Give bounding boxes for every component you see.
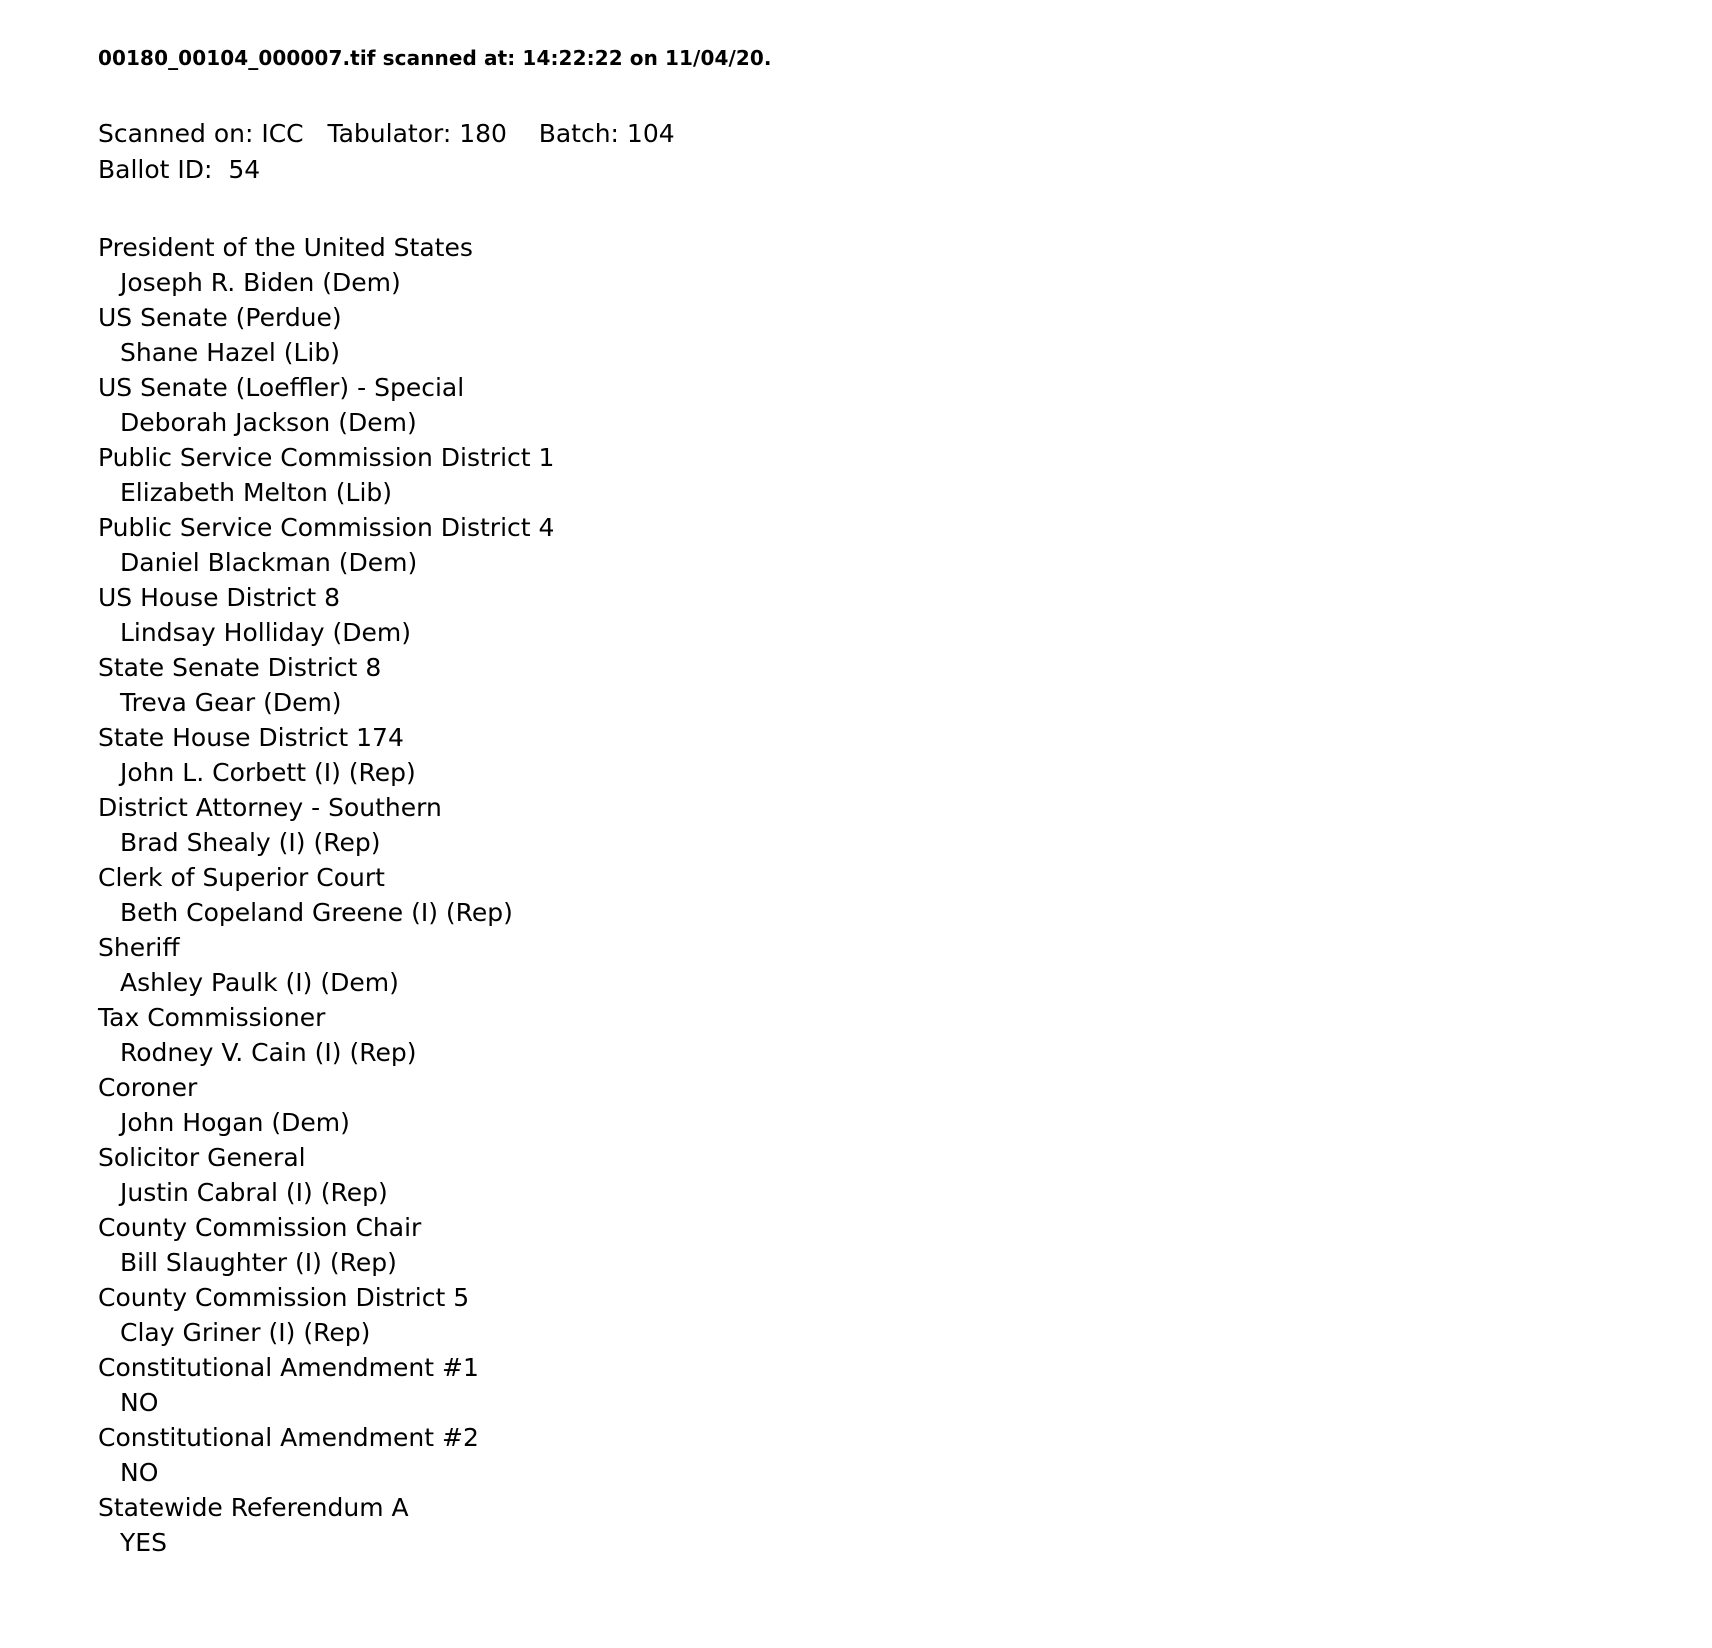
- contest-choice: Elizabeth Melton (Lib): [120, 477, 393, 507]
- contest-title: State Senate District 8: [98, 652, 382, 682]
- scan-file-header: 00180_00104_000007.tif scanned at: 14:22:22 on 11/04/20.: [98, 46, 772, 70]
- contest-item: [98, 1352, 1712, 1425]
- contest-choice: NO: [120, 1387, 159, 1417]
- contest-title: State House District 174: [98, 722, 404, 752]
- contest-item: [98, 652, 1712, 725]
- ballot-id-line: Ballot ID: 54: [98, 155, 261, 185]
- contest-choice: Beth Copeland Greene (I) (Rep): [120, 897, 513, 927]
- contest-list: [98, 232, 1712, 1565]
- contest-title: Constitutional Amendment #1: [98, 1352, 479, 1382]
- contest-choice: Joseph R. Biden (Dem): [120, 267, 401, 297]
- contest-choice: Lindsay Holliday (Dem): [120, 617, 412, 647]
- contest-title: President of the United States: [98, 232, 473, 262]
- contest-item: [98, 442, 1712, 515]
- contest-title: Constitutional Amendment #2: [98, 1422, 479, 1452]
- contest-item: [98, 1422, 1712, 1495]
- contest-item: [98, 232, 1712, 305]
- contest-item: [98, 582, 1712, 655]
- contest-item: [98, 1492, 1712, 1565]
- contest-title: US Senate (Loeffler) - Special: [98, 372, 465, 402]
- contest-title: Public Service Commission District 4: [98, 512, 555, 542]
- contest-choice: Bill Slaughter (I) (Rep): [120, 1247, 397, 1277]
- contest-choice: NO: [120, 1457, 159, 1487]
- contest-title: District Attorney - Southern: [98, 792, 442, 822]
- contest-item: [98, 372, 1712, 445]
- contest-title: US Senate (Perdue): [98, 302, 342, 332]
- contest-item: [98, 1002, 1712, 1075]
- contest-choice: Deborah Jackson (Dem): [120, 407, 417, 437]
- contest-choice: Treva Gear (Dem): [120, 687, 342, 717]
- contest-choice: Rodney V. Cain (I) (Rep): [120, 1037, 417, 1067]
- contest-choice: Ashley Paulk (I) (Dem): [120, 967, 399, 997]
- contest-choice: Brad Shealy (I) (Rep): [120, 827, 381, 857]
- contest-title: Solicitor General: [98, 1142, 306, 1172]
- contest-item: [98, 1142, 1712, 1215]
- scan-source-line: Scanned on: ICC Tabulator: 180 Batch: 104: [98, 119, 675, 148]
- contest-choice: Shane Hazel (Lib): [120, 337, 340, 367]
- contest-item: [98, 1282, 1712, 1355]
- contest-choice: Justin Cabral (I) (Rep): [120, 1177, 388, 1207]
- contest-item: [98, 792, 1712, 865]
- contest-choice: YES: [120, 1527, 167, 1557]
- contest-item: [98, 512, 1712, 585]
- contest-title: Public Service Commission District 1: [98, 442, 555, 472]
- contest-title: Tax Commissioner: [98, 1002, 326, 1032]
- contest-title: County Commission District 5: [98, 1282, 470, 1312]
- contest-title: Coroner: [98, 1072, 198, 1102]
- contest-title: Clerk of Superior Court: [98, 862, 385, 892]
- contest-choice: John L. Corbett (I) (Rep): [120, 757, 416, 787]
- contest-item: [98, 932, 1712, 1005]
- contest-item: [98, 302, 1712, 375]
- contest-choice: Daniel Blackman (Dem): [120, 547, 418, 577]
- contest-title: Sheriff: [98, 932, 180, 962]
- contest-choice: Clay Griner (I) (Rep): [120, 1317, 371, 1347]
- contest-title: US House District 8: [98, 582, 341, 612]
- contest-item: [98, 722, 1712, 795]
- scan-metadata: [98, 116, 1712, 189]
- contest-item: [98, 1072, 1712, 1145]
- contest-item: [98, 1212, 1712, 1285]
- contest-title: Statewide Referendum A: [98, 1492, 409, 1522]
- contest-choice: John Hogan (Dem): [120, 1107, 350, 1137]
- contest-item: [98, 862, 1712, 935]
- contest-title: County Commission Chair: [98, 1212, 422, 1242]
